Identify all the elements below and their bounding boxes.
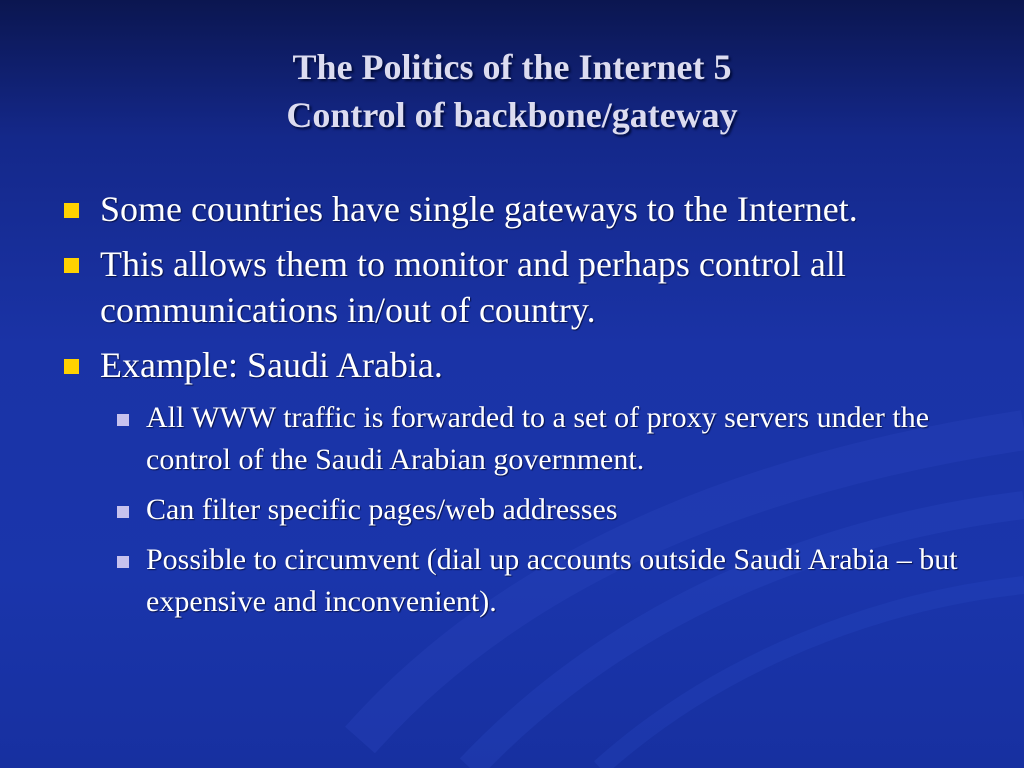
sub-bullet-text: All WWW traffic is forwarded to a set of proxy servers under the control of the Saudi Arabian government. [146,401,930,476]
square-sub-bullet-icon [117,414,129,426]
sub-bullet-text: Possible to circumvent (dial up accounts outside Saudi Arabia – but expensive and inconvenient). [146,543,958,618]
sub-bullet-item [62,539,962,623]
square-sub-bullet-icon [117,556,129,568]
slide-title [0,43,1024,139]
bullet-text: Example: Saudi Arabia. [100,345,443,385]
bullet-text: This allows them to monitor and perhaps control all communications in/out of country. [100,244,846,330]
square-bullet-icon [64,258,79,273]
sub-bullet-item [62,489,962,531]
title-line-2: Control of backbone/gateway [286,95,738,135]
bullet-item [62,186,962,232]
square-bullet-icon [64,203,79,218]
sub-bullet-text: Can filter specific pages/web addresses [146,493,618,526]
slide-body [62,186,962,631]
square-sub-bullet-icon [117,506,129,518]
title-line-1: The Politics of the Internet 5 [292,47,732,87]
bullet-item [62,342,962,388]
bullet-text: Some countries have single gateways to the Internet. [100,189,858,229]
square-bullet-icon [64,359,79,374]
sub-bullet-item [62,397,962,481]
bullet-item [62,241,962,333]
